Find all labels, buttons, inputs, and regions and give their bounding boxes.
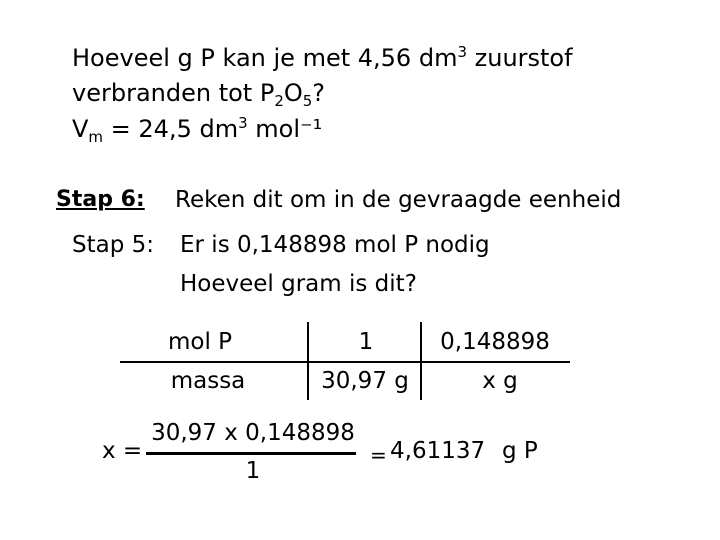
step5-label: Stap 5:	[72, 232, 155, 258]
question-line-3	[72, 113, 322, 145]
calc-lhs: x =	[102, 438, 143, 464]
step5-line-2: Hoeveel gram is dit?	[180, 271, 417, 297]
question-line-2	[72, 77, 325, 109]
subscript: 2	[274, 92, 284, 110]
step5-line-1: Er is 0,148898 mol P nodig	[180, 232, 490, 258]
question-text: mol⁻¹	[247, 115, 323, 143]
calc-unit: g P	[502, 438, 538, 464]
question-text: verbranden tot P	[72, 79, 275, 107]
calc-numerator: 30,97 x 0,148898	[151, 420, 355, 446]
table-divider-vertical-1	[307, 322, 309, 400]
question-text: zuurstof	[467, 44, 573, 72]
step6-label: Stap 6:	[56, 187, 145, 212]
calc-equals: =	[370, 443, 387, 467]
question-text: V	[72, 115, 89, 143]
table-divider-vertical-2	[420, 322, 422, 400]
table-divider-horizontal	[120, 361, 570, 363]
table-row1-label: mol P	[167, 329, 233, 355]
table-row1-col1: 1	[358, 329, 374, 355]
fraction-bar	[146, 452, 356, 455]
subscript: 5	[302, 92, 313, 110]
question-text: = 24,5 dm	[103, 115, 239, 143]
subscript: m	[88, 128, 104, 146]
superscript: 3	[457, 43, 467, 61]
question-line-1	[72, 42, 573, 74]
step6-text: Reken dit om in de gevraagde eenheid	[175, 187, 622, 213]
question-text: Hoeveel g P kan je met 4,56 dm	[72, 44, 458, 72]
superscript: 3	[238, 114, 248, 132]
question-text: ?	[312, 79, 326, 107]
table-row2-label: massa	[170, 368, 246, 394]
calc-result: 4,61137	[390, 438, 486, 464]
question-text: O	[283, 79, 303, 107]
table-row2-col2: x g	[482, 368, 518, 394]
table-row2-col1: 30,97 g	[321, 368, 409, 394]
calc-denominator: 1	[245, 458, 261, 484]
table-row1-col2: 0,148898	[440, 329, 550, 355]
